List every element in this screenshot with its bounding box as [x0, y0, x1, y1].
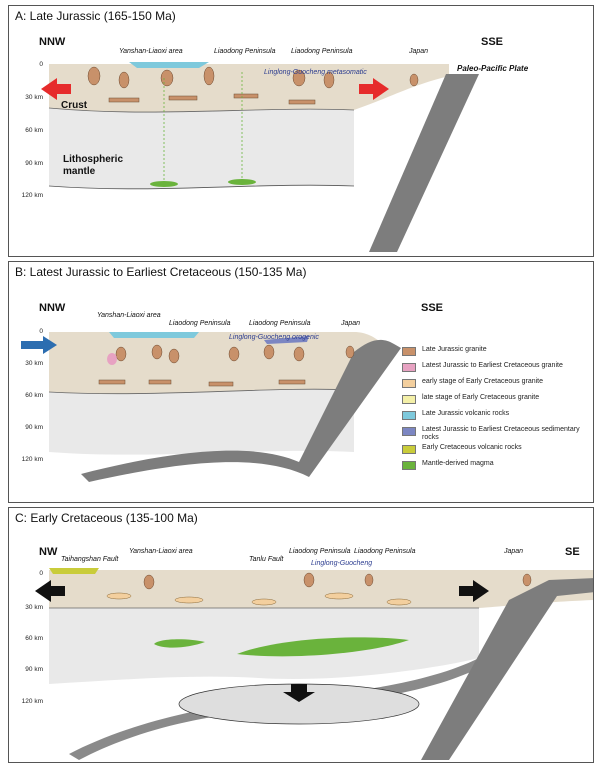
legend-label: Latest Jurassic to Earliest Cretaceous granite: [422, 362, 563, 369]
panel-c-loc-4: Liaodong Peninsula: [289, 548, 351, 555]
panel-b-depth-1: 30 km: [25, 360, 43, 367]
panel-a-loc-1: Yanshan-Liaoxi area: [119, 48, 183, 55]
legend-item-late-stage-granite: [402, 393, 587, 407]
legend-swatch: [402, 461, 416, 470]
panel-b-loc-3: Liaodong Peninsula: [249, 320, 311, 327]
legend-label: Mantle-derived magma: [422, 460, 494, 467]
legend-swatch: [402, 347, 416, 356]
panel-c-loc-2: Yanshan-Liaoxi area: [129, 548, 193, 555]
panel-a-depth-1: 30 km: [25, 94, 43, 101]
legend-item-mantle-magma: [402, 459, 587, 473]
panel-c-depth-4: 120 km: [21, 698, 43, 705]
panel-a-depth-0: 0: [39, 61, 43, 68]
panel-b-loc-2: Liaodong Peninsula: [169, 320, 231, 327]
panel-b-depth-0: 0: [39, 328, 43, 335]
panel-a-crust-label: Crust: [61, 100, 88, 111]
panel-b-loc-4: Japan: [341, 320, 361, 327]
panel-a-plate-label: Paleo-Pacific Plate: [457, 64, 529, 73]
panel-a-depth-3: 90 km: [25, 160, 43, 167]
panel-b-sub-location: Linglong-Guocheng orogenic: [229, 334, 319, 341]
panel-a: [8, 5, 594, 257]
legend-label: early stage of Early Cretaceous granite: [422, 378, 544, 385]
legend-item-early-stage-granite: [402, 377, 587, 391]
panel-c-depth-2: 60 km: [25, 635, 43, 642]
legend-swatch: [402, 395, 416, 404]
panel-a-dir-left: NNW: [39, 36, 66, 48]
panel-b-depth-2: 60 km: [25, 392, 43, 399]
panel-c-depth-0: 0: [39, 570, 43, 577]
panel-a-mantle-label-2: mantle: [63, 166, 96, 177]
panel-b-dir-left: NNW: [39, 302, 66, 314]
panel-a-title: A: Late Jurassic (165-150 Ma): [15, 9, 176, 23]
panel-c-depth-1: 30 km: [25, 604, 43, 611]
panel-a-dir-right: SSE: [481, 36, 504, 48]
legend-swatch: [402, 445, 416, 454]
legend-label: Late Jurassic granite: [422, 346, 487, 353]
panel-c: [8, 507, 594, 763]
panel-a-cross-section: [9, 6, 594, 257]
panel-c-depth-3: 90 km: [25, 666, 43, 673]
panel-c-loc-5: Liaodong Peninsula: [354, 548, 416, 555]
panel-c-dir-left: NW: [39, 546, 58, 558]
panel-a-loc-2: Liaodong Peninsula: [214, 48, 276, 55]
panel-a-mantle-label-1: Lithospheric: [63, 154, 124, 165]
legend-swatch: [402, 363, 416, 372]
panel-c-loc-3: Tanlu Fault: [249, 556, 284, 563]
legend-item-latest-jurassic-granite: [402, 361, 587, 375]
legend-label: Late Jurassic volcanic rocks: [422, 410, 510, 417]
panel-b-loc-1: Yanshan-Liaoxi area: [97, 312, 161, 319]
legend-item-sedimentary-rocks: [402, 425, 587, 439]
legend-swatch: [402, 411, 416, 420]
legend-label: Latest Jurassic to Earliest Cretaceous sedimentary rocks: [422, 426, 580, 441]
panel-b-depth-4: 120 km: [21, 456, 43, 463]
panel-a-depth-2: 60 km: [25, 127, 43, 134]
legend-item-late-jurassic-volcanic: [402, 409, 587, 423]
panel-b-title: B: Latest Jurassic to Earliest Cretaceous (150-135 Ma): [15, 265, 307, 279]
panel-b-depth-3: 90 km: [25, 424, 43, 431]
panel-c-loc-6: Japan: [504, 548, 524, 555]
panel-a-sub-location: Linglong-Guocheng metasomatic: [264, 69, 367, 76]
legend-label: late stage of Early Cretaceous granite: [422, 394, 540, 401]
panel-a-loc-4: Japan: [409, 48, 429, 55]
panel-c-cross-section: [9, 508, 594, 763]
panel-a-depth-4: 120 km: [21, 192, 43, 199]
legend-item-early-cretaceous-volcanic: [402, 443, 587, 457]
legend-item-late-jurassic-granite: [402, 345, 587, 359]
panel-c-title: C: Early Cretaceous (135-100 Ma): [15, 511, 198, 525]
panel-c-loc-1: Taihangshan Fault: [61, 556, 119, 563]
panel-a-loc-3: Liaodong Peninsula: [291, 48, 353, 55]
panel-b-dir-right: SSE: [421, 302, 444, 314]
panel-b: [8, 261, 594, 503]
legend-swatch: [402, 379, 416, 388]
panel-c-dir-right: SE: [565, 546, 580, 558]
legend-swatch: [402, 427, 416, 436]
panel-c-sub-location: Linglong-Guocheng: [311, 560, 373, 567]
legend-label: Early Cretaceous volcanic rocks: [422, 444, 522, 451]
